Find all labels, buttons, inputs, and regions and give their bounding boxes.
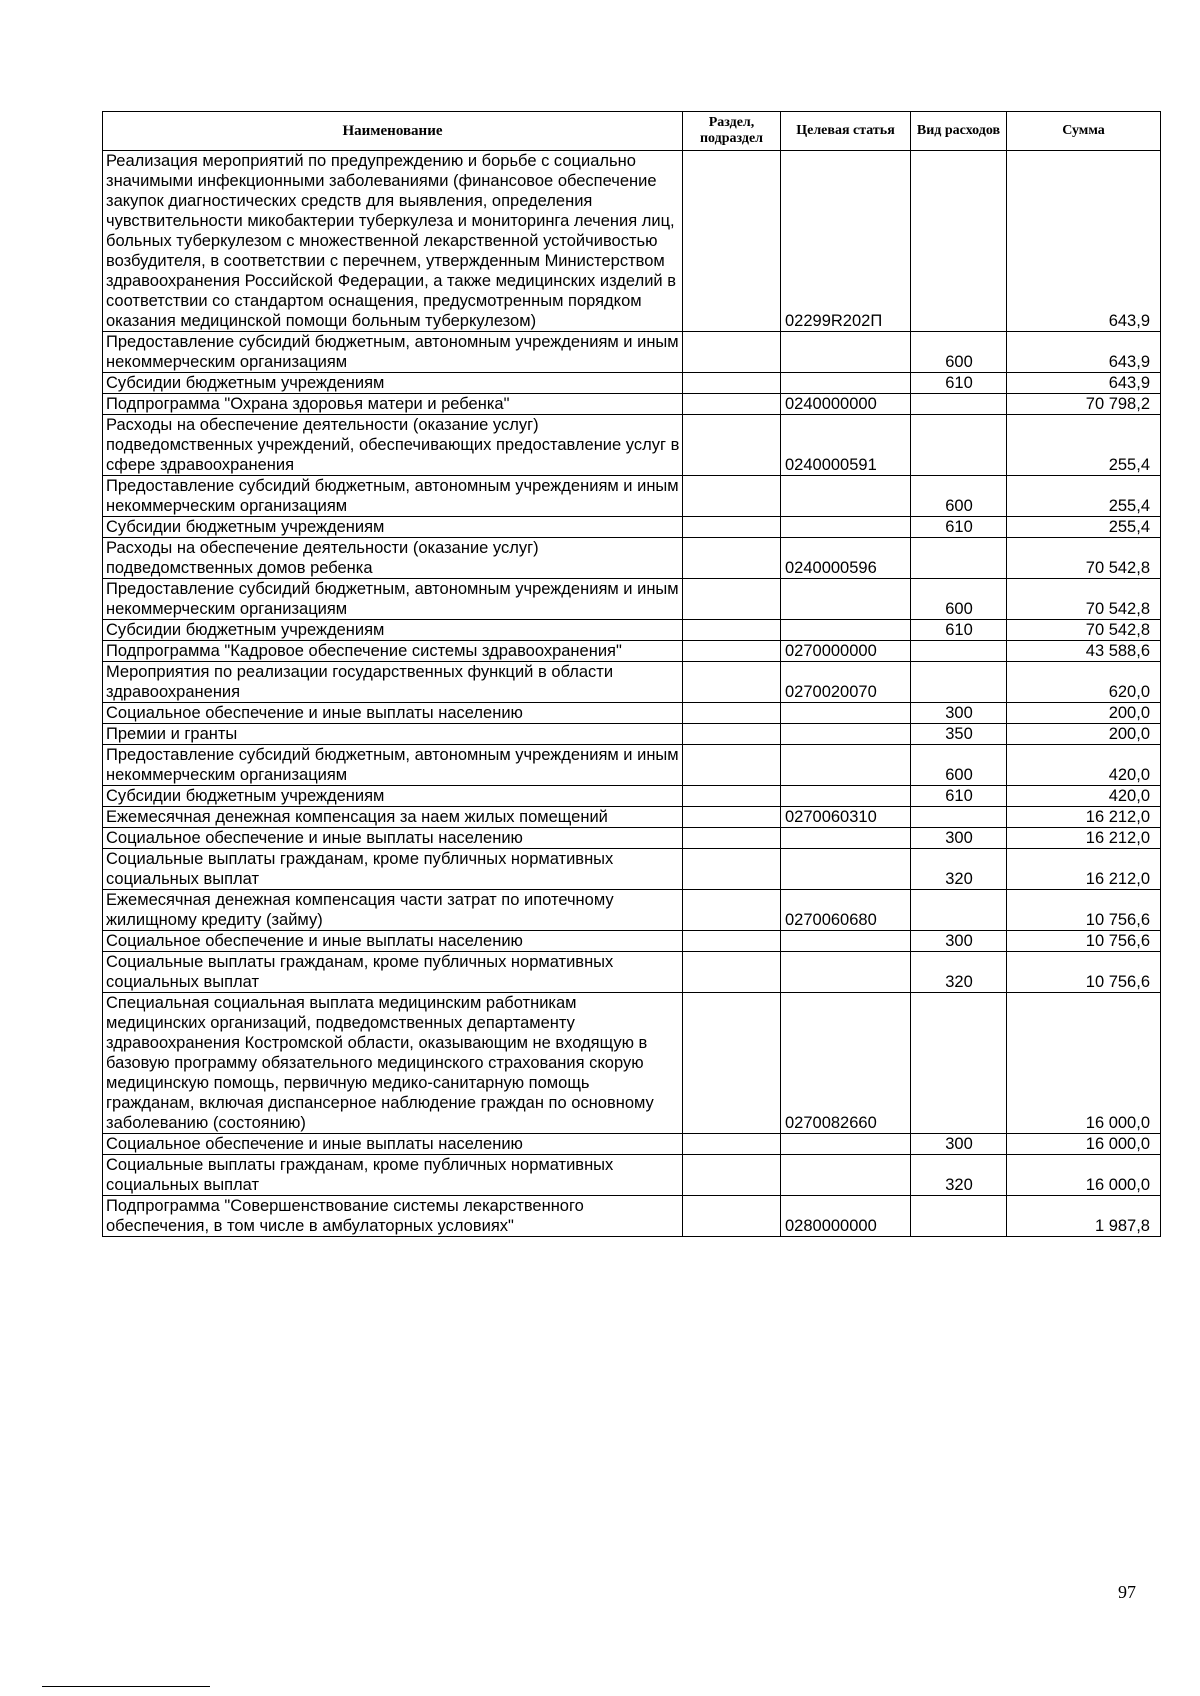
cell-target [781, 373, 911, 394]
header-row [103, 112, 1161, 151]
cell-section [683, 538, 781, 579]
table-row [103, 993, 1161, 1134]
cell-expense [911, 993, 1007, 1134]
cell-section [683, 517, 781, 538]
cell-sum: 620,0 [1007, 662, 1161, 703]
cell-target [781, 703, 911, 724]
cell-sum: 16 212,0 [1007, 807, 1161, 828]
cell-name: Премии и гранты [103, 724, 683, 745]
cell-target [781, 786, 911, 807]
cell-expense: 600 [911, 579, 1007, 620]
table-row [103, 394, 1161, 415]
cell-sum: 10 756,6 [1007, 931, 1161, 952]
cell-target: 0240000591 [781, 415, 911, 476]
cell-expense: 300 [911, 703, 1007, 724]
header-section: Раздел, подраздел [683, 112, 781, 151]
table-row [103, 579, 1161, 620]
cell-expense: 320 [911, 849, 1007, 890]
cell-section [683, 620, 781, 641]
cell-sum: 16 000,0 [1007, 1155, 1161, 1196]
cell-expense: 300 [911, 828, 1007, 849]
table-row [103, 703, 1161, 724]
cell-target: 0270060680 [781, 890, 911, 931]
cell-name: Предоставление субсидий бюджетным, автономным учреждениям и иным некоммерческим организациям [103, 332, 683, 373]
table-header [103, 112, 1161, 151]
table-row [103, 1155, 1161, 1196]
cell-name: Социальные выплаты гражданам, кроме публичных нормативных социальных выплат [103, 849, 683, 890]
cell-expense: 600 [911, 476, 1007, 517]
cell-sum: 70 542,8 [1007, 620, 1161, 641]
cell-expense: 610 [911, 373, 1007, 394]
cell-name: Мероприятия по реализации государственных функций в области здравоохранения [103, 662, 683, 703]
cell-section [683, 952, 781, 993]
cell-target [781, 931, 911, 952]
cell-expense: 320 [911, 952, 1007, 993]
cell-section [683, 476, 781, 517]
cell-sum: 16 000,0 [1007, 1134, 1161, 1155]
cell-sum: 70 542,8 [1007, 579, 1161, 620]
table-row [103, 476, 1161, 517]
cell-section [683, 332, 781, 373]
cell-sum: 643,9 [1007, 332, 1161, 373]
cell-expense: 320 [911, 1155, 1007, 1196]
cell-sum: 255,4 [1007, 476, 1161, 517]
cell-expense: 600 [911, 332, 1007, 373]
cell-section [683, 931, 781, 952]
cell-target: 02299R202П [781, 151, 911, 332]
cell-name: Субсидии бюджетным учреждениям [103, 517, 683, 538]
cell-sum: 255,4 [1007, 517, 1161, 538]
cell-name: Социальное обеспечение и иные выплаты населению [103, 1134, 683, 1155]
cell-name: Социальное обеспечение и иные выплаты населению [103, 931, 683, 952]
cell-name: Социальное обеспечение и иные выплаты населению [103, 703, 683, 724]
cell-name: Предоставление субсидий бюджетным, автономным учреждениям и иным некоммерческим организациям [103, 579, 683, 620]
cell-section [683, 890, 781, 931]
cell-sum: 420,0 [1007, 786, 1161, 807]
table-row [103, 1134, 1161, 1155]
cell-sum: 200,0 [1007, 703, 1161, 724]
cell-section [683, 373, 781, 394]
cell-name: Ежемесячная денежная компенсация за наем жилых помещений [103, 807, 683, 828]
cell-section [683, 745, 781, 786]
cell-target [781, 620, 911, 641]
cell-section [683, 849, 781, 890]
cell-expense [911, 415, 1007, 476]
cell-sum: 643,9 [1007, 373, 1161, 394]
cell-target [781, 476, 911, 517]
table-row [103, 890, 1161, 931]
cell-expense [911, 538, 1007, 579]
footer-divider [42, 1686, 210, 1687]
cell-sum: 16 212,0 [1007, 828, 1161, 849]
table-row [103, 332, 1161, 373]
cell-target: 0280000000 [781, 1196, 911, 1237]
cell-name: Субсидии бюджетным учреждениям [103, 373, 683, 394]
table-row [103, 807, 1161, 828]
cell-section [683, 1196, 781, 1237]
cell-sum: 10 756,6 [1007, 890, 1161, 931]
cell-name: Реализация мероприятий по предупреждению и борьбе с социально значимыми инфекционными заболеваниями (финансовое обеспечение закупок диагностических средств для выявления, определения чувствительности микобактерии туберкулеза и мониторинга лечения лиц, больных туберкулезом с множественной лекарственной устойчивостью возбудителя, в соответствии с перечнем, утвержденным Министерством здравоохранения Российской Федерации, а также медицинских изделий в соответствии со стандартом оснащения, предусмотренным порядком оказания медицинской помощи больным туберкулезом) [103, 151, 683, 332]
table-row [103, 952, 1161, 993]
cell-expense: 300 [911, 931, 1007, 952]
cell-sum: 43 588,6 [1007, 641, 1161, 662]
cell-name: Ежемесячная денежная компенсация части затрат по ипотечному жилищному кредиту (займу) [103, 890, 683, 931]
table-row [103, 724, 1161, 745]
header-expense: Вид расходов [911, 112, 1007, 151]
cell-expense: 300 [911, 1134, 1007, 1155]
cell-section [683, 807, 781, 828]
cell-name: Субсидии бюджетным учреждениям [103, 620, 683, 641]
cell-expense [911, 662, 1007, 703]
cell-name: Специальная социальная выплата медицинским работникам медицинских организаций, подведомственных департаменту здравоохранения Костромской области, оказывающим не входящую в базовую программу обязательного медицинского страхования скорую медицинскую помощь, первичную медико-санитарную помощь гражданам, включая диспансерное наблюдение граждан по основному заболеванию (состоянию) [103, 993, 683, 1134]
cell-section [683, 724, 781, 745]
cell-target: 0270000000 [781, 641, 911, 662]
cell-name: Социальные выплаты гражданам, кроме публичных нормативных социальных выплат [103, 1155, 683, 1196]
cell-section [683, 641, 781, 662]
cell-expense [911, 151, 1007, 332]
table-row [103, 641, 1161, 662]
table-row [103, 662, 1161, 703]
cell-target: 0270020070 [781, 662, 911, 703]
cell-name: Субсидии бюджетным учреждениям [103, 786, 683, 807]
cell-expense [911, 807, 1007, 828]
table-row [103, 1196, 1161, 1237]
cell-name: Подпрограмма "Совершенствование системы лекарственного обеспечения, в том числе в амбулаторных условиях" [103, 1196, 683, 1237]
cell-expense [911, 641, 1007, 662]
cell-target: 0240000000 [781, 394, 911, 415]
cell-target [781, 517, 911, 538]
cell-section [683, 151, 781, 332]
header-sum: Сумма [1007, 112, 1161, 151]
cell-sum: 10 756,6 [1007, 952, 1161, 993]
cell-name: Расходы на обеспечение деятельности (оказание услуг) подведомственных домов ребенка [103, 538, 683, 579]
cell-target [781, 745, 911, 786]
cell-name: Социальное обеспечение и иные выплаты населению [103, 828, 683, 849]
cell-sum: 255,4 [1007, 415, 1161, 476]
cell-target [781, 579, 911, 620]
cell-sum: 16 212,0 [1007, 849, 1161, 890]
cell-name: Предоставление субсидий бюджетным, автономным учреждениям и иным некоммерческим организациям [103, 745, 683, 786]
cell-expense: 610 [911, 620, 1007, 641]
cell-sum: 1 987,8 [1007, 1196, 1161, 1237]
table-row [103, 828, 1161, 849]
cell-name: Предоставление субсидий бюджетным, автономным учреждениям и иным некоммерческим организациям [103, 476, 683, 517]
table-row [103, 786, 1161, 807]
cell-target [781, 952, 911, 993]
cell-name: Расходы на обеспечение деятельности (оказание услуг) подведомственных учреждений, обеспечивающих предоставление услуг в сфере здравоохранения [103, 415, 683, 476]
cell-section [683, 993, 781, 1134]
header-target: Целевая статья [781, 112, 911, 151]
cell-section [683, 579, 781, 620]
cell-section [683, 415, 781, 476]
cell-sum: 70 798,2 [1007, 394, 1161, 415]
cell-section [683, 394, 781, 415]
header-name: Наименование [103, 112, 683, 151]
cell-target [781, 724, 911, 745]
cell-expense: 610 [911, 517, 1007, 538]
cell-target: 0240000596 [781, 538, 911, 579]
cell-target [781, 849, 911, 890]
cell-target [781, 828, 911, 849]
cell-section [683, 828, 781, 849]
cell-expense [911, 890, 1007, 931]
cell-target [781, 332, 911, 373]
table-body [103, 151, 1161, 1237]
cell-expense: 610 [911, 786, 1007, 807]
table-row [103, 620, 1161, 641]
table-row [103, 151, 1161, 332]
cell-sum: 420,0 [1007, 745, 1161, 786]
cell-name: Социальные выплаты гражданам, кроме публичных нормативных социальных выплат [103, 952, 683, 993]
table-row [103, 745, 1161, 786]
cell-section [683, 1134, 781, 1155]
cell-target: 0270082660 [781, 993, 911, 1134]
cell-sum: 200,0 [1007, 724, 1161, 745]
budget-table [102, 111, 1161, 1237]
table-row [103, 931, 1161, 952]
page-number: 97 [1118, 1582, 1136, 1602]
table-row [103, 373, 1161, 394]
cell-target [781, 1155, 911, 1196]
cell-section [683, 703, 781, 724]
cell-target [781, 1134, 911, 1155]
cell-expense: 350 [911, 724, 1007, 745]
cell-expense: 600 [911, 745, 1007, 786]
cell-section [683, 1155, 781, 1196]
cell-expense [911, 1196, 1007, 1237]
cell-sum: 70 542,8 [1007, 538, 1161, 579]
table-row [103, 538, 1161, 579]
cell-section [683, 786, 781, 807]
cell-name: Подпрограмма "Охрана здоровья матери и ребенка" [103, 394, 683, 415]
table-row [103, 415, 1161, 476]
cell-sum: 16 000,0 [1007, 993, 1161, 1134]
table-row [103, 517, 1161, 538]
cell-section [683, 662, 781, 703]
cell-sum: 643,9 [1007, 151, 1161, 332]
cell-expense [911, 394, 1007, 415]
cell-target: 0270060310 [781, 807, 911, 828]
cell-name: Подпрограмма "Кадровое обеспечение системы здравоохранения" [103, 641, 683, 662]
table-row [103, 849, 1161, 890]
